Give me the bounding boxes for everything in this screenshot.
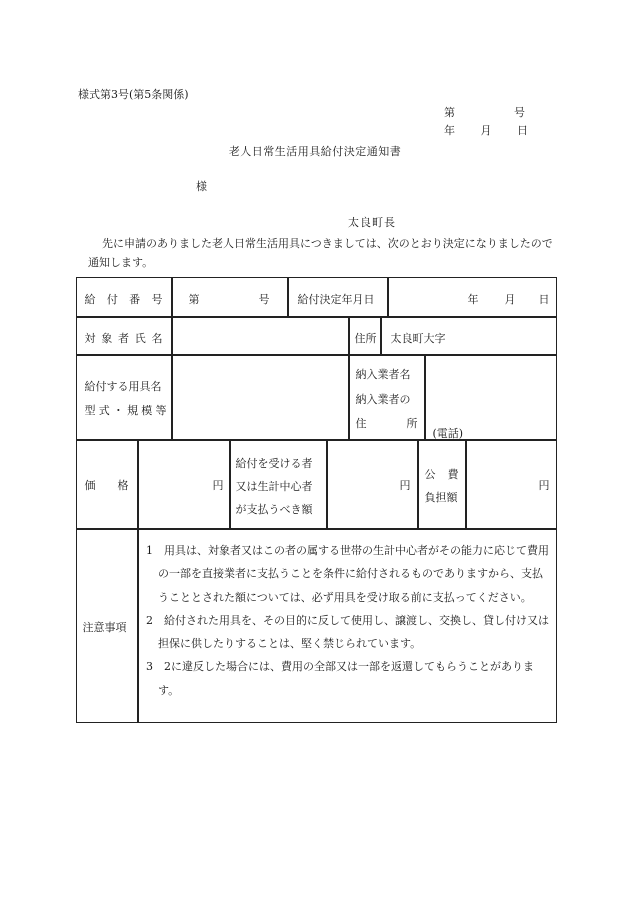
issue-date: [444, 122, 528, 138]
public-share-field[interactable]: [466, 440, 557, 529]
intro-text: 先に申請のありました老人日常生活用具につきましては、次のとおり決定になりましたので通知します。: [88, 237, 553, 269]
issue-date-month: 月: [480, 124, 492, 137]
supplier-address-label-2: 住 所: [355, 416, 418, 430]
benefit-number-label-cell: [76, 277, 172, 317]
issue-date-day: 日: [517, 124, 528, 137]
phone-label: (電話): [432, 426, 464, 440]
benefit-number-label: 給 付 番 号: [84, 292, 163, 306]
decision-date-label-cell: [288, 277, 388, 317]
equipment-label-line2: 型 式 ・ 規 模 等: [84, 403, 167, 417]
equipment-label-cell: [76, 355, 172, 440]
price-yen: 円: [212, 478, 224, 492]
benefit-number-prefix: 第: [188, 292, 200, 306]
note-item-2: 2 給付された用具を、その目的に反して使用し、譲渡し、交換し、貸し付け又は担保に供したりすることは、堅く禁じられています。: [146, 613, 549, 651]
notes-list: [146, 539, 551, 702]
subject-name-label: 対 象 者 氏 名: [84, 331, 163, 345]
notes-label-cell: [76, 529, 138, 723]
supplier-name-label: 納入業者名: [355, 367, 411, 381]
price-label: 価 格: [84, 478, 129, 492]
equipment-field[interactable]: [172, 355, 349, 440]
form-code: 様式第3号(第5条関係): [78, 88, 189, 101]
supplier-label-cell: [349, 355, 425, 440]
public-share-label-cell: [418, 440, 466, 529]
address-field[interactable]: [381, 317, 557, 355]
document-number-suffix: 号: [514, 106, 525, 119]
decision-date-label: 給付決定年月日: [297, 292, 375, 306]
price-label-cell: [76, 440, 138, 529]
payer-label-line2: 又は生計中心者: [235, 479, 313, 493]
decision-date-year: 年: [467, 292, 479, 306]
payer-amount-field[interactable]: [327, 440, 418, 529]
public-share-label-line1: 公 費: [424, 467, 459, 481]
addressee-suffix: 様: [196, 180, 207, 193]
issue-date-year: 年: [444, 124, 455, 137]
subject-name-label-cell: [76, 317, 172, 355]
decision-date-day: 日: [538, 292, 550, 306]
equipment-label-line1: 給付する用具名: [84, 379, 162, 393]
decision-date-cell[interactable]: [388, 277, 557, 317]
address-value: 太良町大字: [390, 331, 446, 345]
benefit-number-suffix: 号: [258, 292, 270, 306]
price-field[interactable]: [138, 440, 230, 529]
supplier-address-label: 納入業者の: [355, 392, 411, 406]
address-label-cell: [349, 317, 381, 355]
address-label: 住所: [354, 331, 377, 345]
benefit-form-table: [76, 277, 557, 723]
decision-date-month: 月: [504, 292, 516, 306]
document-title: 老人日常生活用具給付決定通知書: [228, 145, 402, 158]
public-share-yen: 円: [538, 478, 550, 492]
issuer-name: 太良町長: [348, 216, 396, 229]
document-number-label: 第: [444, 106, 455, 119]
note-item-1: 1 用具は、対象者又はこの者の属する世帯の生計中心者がその能力に応じて費用の一部を直接業者に支払うことを条件に給付されるものでありますから、支払うこととされた額については、必ず用具を受け取る前に支払ってください。: [146, 544, 549, 604]
payer-amount-yen: 円: [399, 478, 411, 492]
benefit-number-cell[interactable]: [172, 277, 288, 317]
notes-label: 注意事項: [82, 620, 127, 634]
payer-label-line3: が支払うべき額: [235, 502, 313, 516]
supplier-field[interactable]: [425, 355, 557, 440]
subject-name-field[interactable]: [172, 317, 349, 355]
note-item-3: 3 2に違反した場合には、費用の全部又は一部を返還してもらうことがあります。: [146, 660, 534, 697]
payer-label-line1: 給付を受ける者: [235, 456, 313, 470]
payer-label-cell: [230, 440, 327, 529]
public-share-label-line2: 負担額: [424, 490, 458, 504]
